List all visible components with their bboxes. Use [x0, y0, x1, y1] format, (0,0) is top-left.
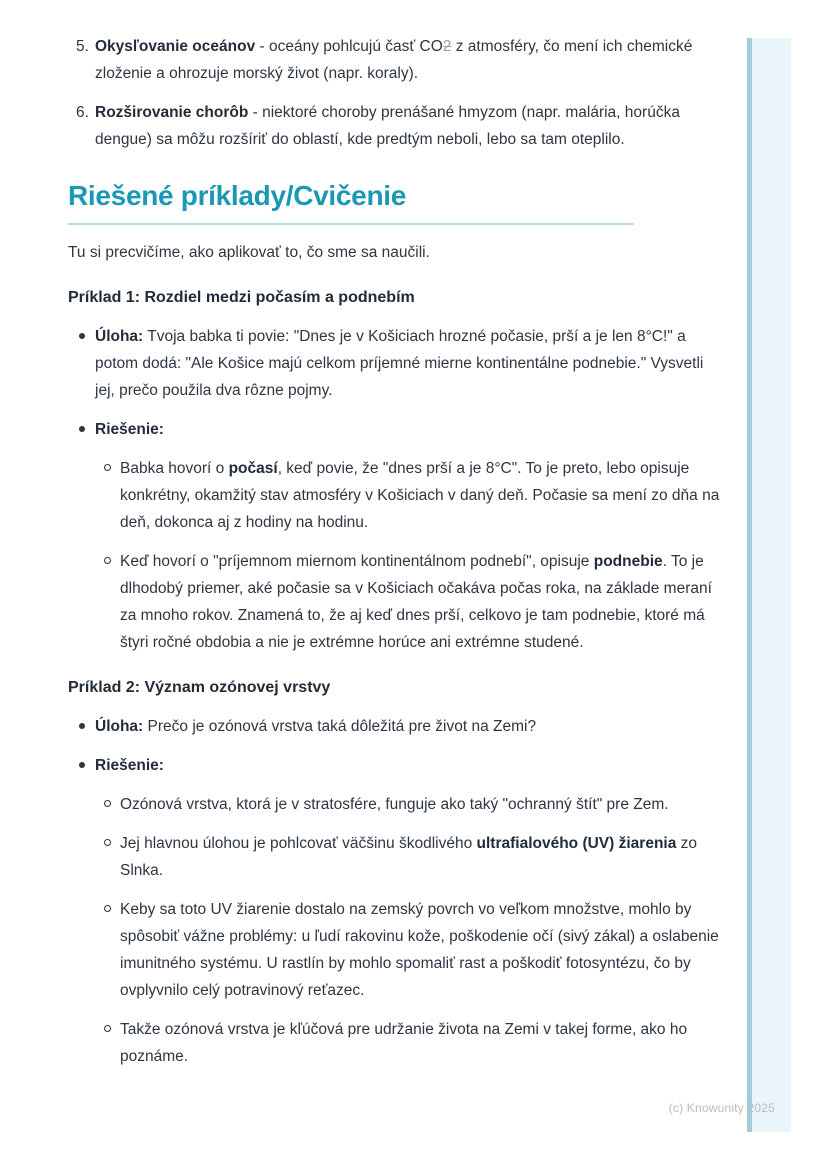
example1-solution-list [68, 455, 720, 656]
section-divider [68, 223, 634, 225]
page-edge-decoration [747, 38, 791, 1132]
example1-list [68, 323, 720, 656]
solution-point [68, 455, 720, 536]
bullet-circle-icon [104, 557, 111, 564]
numbered-item-5 [68, 33, 720, 87]
task-text: Úloha: Prečo je ozónová vrstva taká dôležitá pre život na Zemi? [95, 718, 537, 735]
document-content [68, 33, 720, 1070]
solution-label: Riešenie: [95, 421, 164, 438]
bullet-circle-icon [104, 800, 111, 807]
bullet-dot-icon [79, 333, 85, 339]
example1-solution [68, 416, 720, 443]
solution-text: Babka hovorí o počasí, keď povie, že "dnes prší a je 8°C". To je preto, lebo opisuje konkrétny, okamžitý stav atmosféry v Košiciach v daný deň. Počasie sa mení zo dňa na deň, dokonca aj z hodiny na hodinu. [120, 460, 720, 531]
solution-point [68, 1016, 720, 1070]
bullet-circle-icon [104, 839, 111, 846]
bullet-circle-icon [104, 1025, 111, 1032]
item-text: Okysľovanie oceánov - oceány pohlcujú časť CO2 z atmosféry, čo mení ich chemické zloženie a ohrozuje morský život (napr. koraly). [95, 38, 693, 82]
copyright-footer: (c) Knowunity 2025 [668, 1101, 775, 1115]
section-intro: Tu si precvičíme, ako aplikovať to, čo sme sa naučili. [68, 244, 430, 261]
solution-point [68, 896, 720, 1004]
bullet-circle-icon [104, 905, 111, 912]
example1-title: Príklad 1: Rozdiel medzi počasím a podnebím [68, 289, 415, 306]
solution-text: Keď hovorí o "príjemnom miernom kontinentálnom podnebí", opisuje podnebie. To je dlhodobý priemer, aké počasie sa v Košiciach očakáva počas roka, na základe meraní za mnoho rokov. Znamená to, že aj keď dnes prší, celkovo je tam podnebie, ktoré má štyri ročné obdobia a nie je extrémne horúce ani extrémne studené. [120, 553, 712, 651]
numbered-item-6 [68, 99, 720, 153]
climate-effects-numbered-list [68, 33, 720, 153]
solution-text: Keby sa toto UV žiarenie dostalo na zemský povrch vo veľkom množstve, mohlo by spôsobiť vážne problémy: u ľudí rakovinu kože, poškodenie očí (sivý zákal) a oslabenie imunitného systému. U rastlín by mohlo spomaliť rast a poškodiť fotosyntézu, čo by ovplyvnilo celý potravinový reťazec. [120, 901, 719, 999]
strikethrough-text: 2 [442, 38, 452, 55]
bullet-dot-icon [79, 426, 85, 432]
example2-list [68, 713, 720, 1070]
bullet-circle-icon [104, 464, 111, 471]
item-number: 5. [76, 38, 89, 55]
item-text: Rozširovanie chorôb - niektoré choroby prenášané hmyzom (napr. malária, horúčka dengue) sa môžu rozšíriť do oblastí, kde predtým neboli, lebo sa tam oteplilo. [95, 104, 680, 148]
example2-solution-list [68, 791, 720, 1070]
solution-point [68, 791, 720, 818]
solution-text: Takže ozónová vrstva je kľúčová pre udržanie života na Zemi v takej forme, ako ho poznáme. [120, 1021, 688, 1065]
solution-text: Ozónová vrstva, ktorá je v stratosfére, funguje ako taký "ochranný štít" pre Zem. [120, 796, 669, 813]
section-heading: Riešené príklady/Cvičenie [68, 180, 407, 211]
solution-text: Jej hlavnou úlohou je pohlcovať väčšinu škodlivého ultrafialového (UV) žiarenia zo Slnka. [120, 835, 698, 879]
solution-point [68, 830, 720, 884]
example2-title: Príklad 2: Význam ozónovej vrstvy [68, 679, 331, 696]
bullet-dot-icon [79, 723, 85, 729]
task-text: Úloha: Tvoja babka ti povie: "Dnes je v Košiciach hrozné počasie, prší a je len 8°C!" a potom dodá: "Ale Košice majú celkom príjemné mierne kontinentálne podnebie." Vysvetli jej, prečo použila dva rôzne pojmy. [95, 328, 704, 399]
bullet-dot-icon [79, 762, 85, 768]
example2-task [68, 713, 720, 740]
solution-label: Riešenie: [95, 757, 164, 774]
item-number: 6. [76, 104, 89, 121]
example1-task [68, 323, 720, 404]
example2-solution [68, 752, 720, 779]
solution-point [68, 548, 720, 656]
